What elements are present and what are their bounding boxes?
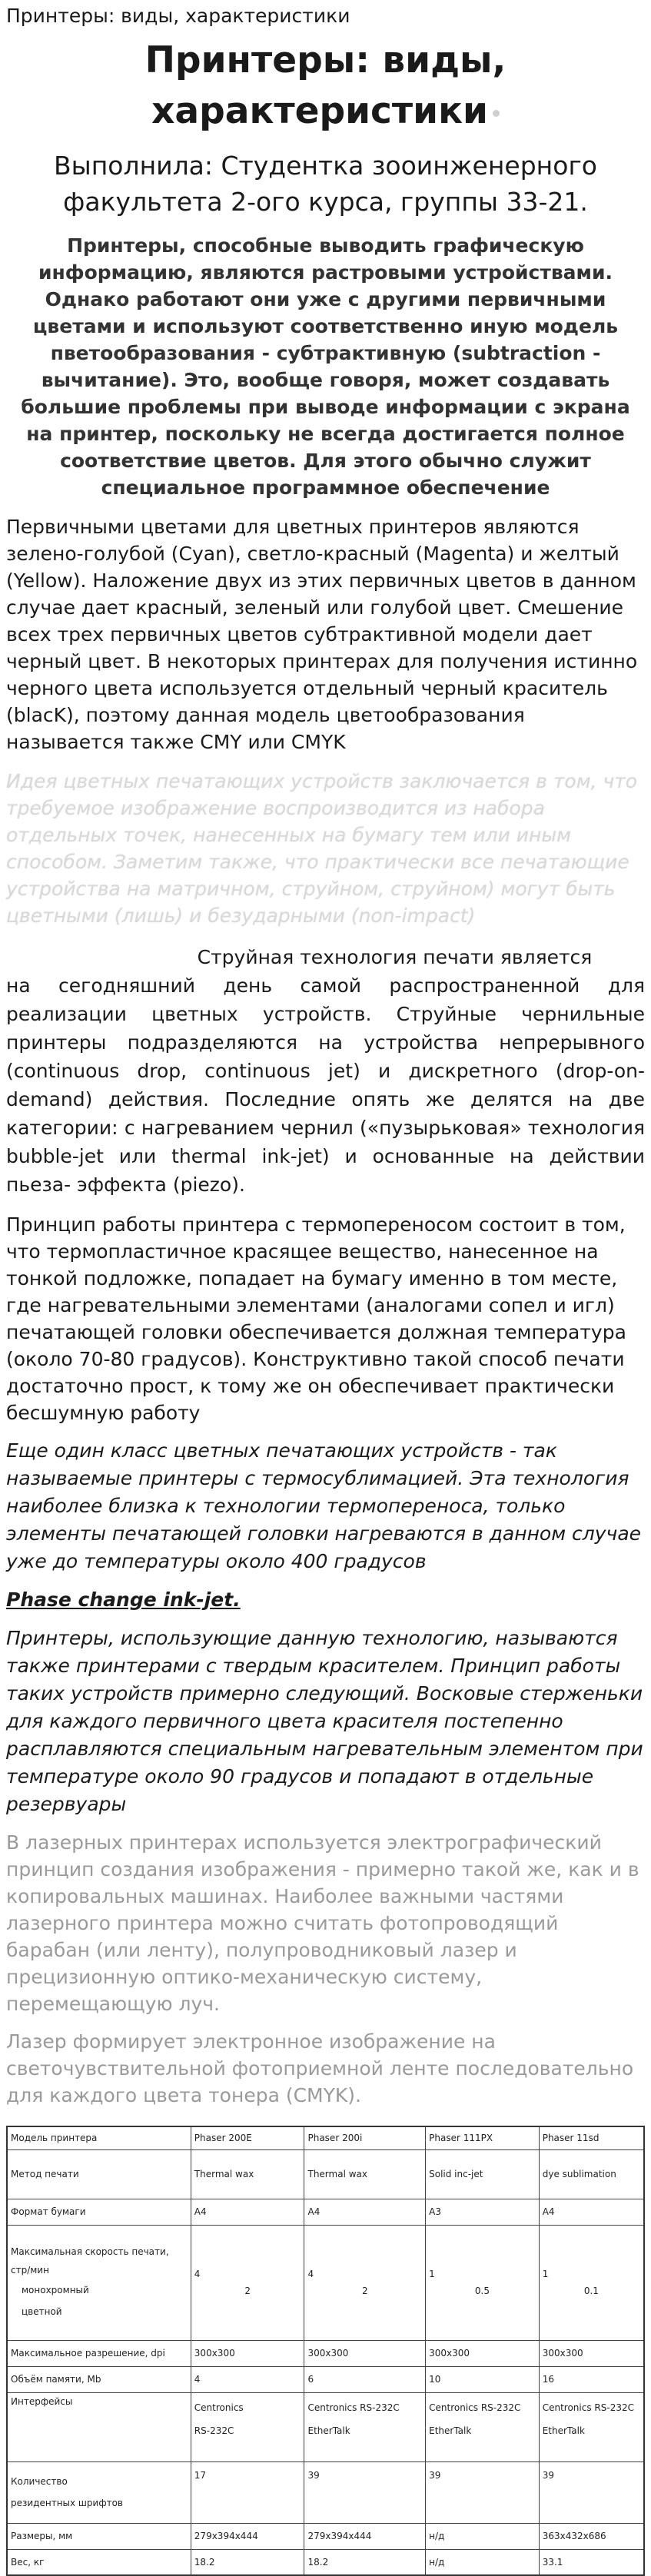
table-cell: Объём памяти, Mb xyxy=(7,2366,191,2392)
page-header-title: Принтеры: виды, характеристики xyxy=(6,5,350,27)
speed-color-label: цветной xyxy=(22,2306,62,2317)
table-cell: A3 xyxy=(426,2199,540,2225)
interface-line: Centronics RS-232C xyxy=(429,2402,521,2413)
table-cell: Размеры, мм xyxy=(7,2523,191,2549)
document-title-text: Принтеры: виды, характеристики xyxy=(144,39,507,132)
table-cell: 300x300 xyxy=(539,2340,644,2366)
table-cell: 18.2 xyxy=(191,2549,304,2575)
table-cell: 16 xyxy=(539,2366,644,2392)
table-cell xyxy=(7,2461,191,2523)
interface-line: EtherTalk xyxy=(429,2425,472,2436)
interface-line: RS-232C xyxy=(194,2425,234,2436)
table-row xyxy=(7,2199,644,2225)
table-cell: 363x432x686 xyxy=(539,2523,644,2549)
phase-change-paragraph: Принтеры, использующие данную технологию, называются также принтерами с твердым красителем. Принцип работы таких устройств примерно следующий. Восковые стерженьки для каждого первичного цвета красителя постепенно расплавляются специальным нагревательным элементом при температуре около 90 градусов и попадают в отдельные резервуары xyxy=(6,1627,643,1815)
table-cell: 300x300 xyxy=(426,2340,540,2366)
table-cell: dye sublimation xyxy=(539,2149,644,2199)
table-cell xyxy=(426,2392,540,2461)
table-row xyxy=(7,2126,644,2149)
table-row xyxy=(7,2225,644,2340)
table-cell: Модель принтера xyxy=(7,2126,191,2149)
inkjet-first-line-text: Струйная технология печати является xyxy=(197,946,593,968)
speed-color-value: 0.5 xyxy=(474,2286,490,2296)
author-line: Выполнила: Студентка зооинженерного факультета 2-ого курса, группы 33-21. xyxy=(54,151,597,217)
table-cell xyxy=(426,2225,540,2340)
table-row xyxy=(7,2549,644,2575)
interface-line: EtherTalk xyxy=(307,2425,350,2436)
table-cell: A4 xyxy=(191,2199,304,2225)
table-cell: Solid inc-jet xyxy=(426,2149,540,2199)
table-cell: Формат бумаги xyxy=(7,2199,191,2225)
table-cell: Phaser 200i xyxy=(304,2126,426,2149)
laser-paragraph-2: Лазер формирует электронное изображение на светочувствительной фотоприемной ленте последовательно для каждого цвета тонера (CMYK). xyxy=(6,2030,634,2106)
inkjet-body: на сегодняшний день самой распространенной для реализации цветных устройств. Струйные чернильные принтеры подразделяются на устройства непрерывного (continuous drop, continuous jet) и дискретного (drop-on-demand) действия. Последние опять же делятся на две категории: с нагреванием чернил («пузырьковая» технология bubble-jet или thermal ink-jet) и основанные на действии пьеза- эффекта (piezo). xyxy=(6,974,645,1196)
interface-line: Centronics xyxy=(194,2402,244,2413)
table-row xyxy=(7,2392,644,2461)
table-cell xyxy=(304,2392,426,2461)
table-cell: 4 xyxy=(191,2366,304,2392)
table-cell: 33.1 xyxy=(539,2549,644,2575)
speed-color-value: 2 xyxy=(244,2286,251,2296)
table-row xyxy=(7,2149,644,2199)
speed-mono-value: 4 xyxy=(307,2269,314,2279)
table-cell: н/д xyxy=(426,2549,540,2575)
table-cell xyxy=(539,2225,644,2340)
table-cell: Thermal wax xyxy=(191,2149,304,2199)
table-cell: Метод печати xyxy=(7,2149,191,2199)
table-row xyxy=(7,2523,644,2549)
table-cell xyxy=(539,2392,644,2461)
speed-mono-value: 1 xyxy=(542,2269,549,2279)
inkjet-first-line xyxy=(6,943,645,971)
table-cell: н/д xyxy=(426,2523,540,2549)
table-cell: 300x300 xyxy=(191,2340,304,2366)
document-title xyxy=(6,35,645,137)
speed-mono-label: монохромный xyxy=(22,2285,89,2295)
table-cell: A4 xyxy=(539,2199,644,2225)
table-row xyxy=(7,2340,644,2366)
intro-paragraph: Принтеры, способные выводить графическую информацию, являются растровыми устройствами. Однако работают они уже с другими первичными цветами и используют соответственно иную модель пветообразования - субтрактивную (subtraction - вычитание). Это, вообще говоря, может создавать большие проблемы при выводе информации с экрана на принтер, поскольку не всегда достигается полное соответствие цветов. Для этого обычно служит специальное программное обеспечение xyxy=(21,234,630,499)
table-row xyxy=(7,2366,644,2392)
table-cell: 39 xyxy=(426,2461,540,2523)
sublimation-paragraph: Еще один класс цветных печатающих устройств - так называемые принтеры с термосублимацией. Эта технология наиболее близка к технологии термопереноса, только элементы печатающей головки нагреваются в данном случае уже до температуры около 400 градусов xyxy=(6,1439,642,1572)
fonts-label-line: Количество xyxy=(11,2476,68,2487)
faded-paragraph: Идея цветных печатающих устройств заключается в том, что требуемое изображение воспроизводится из набора отдельных точек, нанесенных на бумагу тем или иным способом. Заметим также, что практически все печатающие устройства на матричном, струйном, струйном) могут быть цветными (лишь) и безударными (non-impact) xyxy=(6,770,638,927)
table-cell: Phaser 200E xyxy=(191,2126,304,2149)
table-cell: Thermal wax xyxy=(304,2149,426,2199)
table-cell: Интерфейсы xyxy=(7,2392,191,2461)
table-cell: Вес, кг xyxy=(7,2549,191,2575)
laser-paragraph-1: В лазерных принтерах используется электрографический принцип создания изображения - примерно такой же, как и в копировальных машинах. Наиболее важными частями лазерного принтера можно считать фотопроводящий барабан (или ленту), полупроводниковый лазер и прецизионную оптико-механическую систему, перемещающую луч. xyxy=(6,1831,639,2015)
table-cell: 39 xyxy=(539,2461,644,2523)
table-cell: 18.2 xyxy=(304,2549,426,2575)
table-cell: 17 xyxy=(191,2461,304,2523)
thermal-transfer-paragraph: Принцип работы принтера с термопереносом состоит в том, что термопластичное красящее вещество, нанесенное на тонкой подложке, попадает на бумагу именно в том месте, где нагревательными элементами (аналогами сопел и игл) печатающей головки обеспечивается должная температура (около 70-80 градусов). Конструктивно такой способ печати достаточно прост, к тому же он обеспечивает практически бесшумную работу xyxy=(6,1213,626,1424)
table-cell: 300x300 xyxy=(304,2340,426,2366)
table-row xyxy=(7,2461,644,2523)
table-cell: 6 xyxy=(304,2366,426,2392)
table-cell: A4 xyxy=(304,2199,426,2225)
table-cell xyxy=(304,2225,426,2340)
speed-label: Максимальная скорость печати, стр/мин xyxy=(11,2246,169,2276)
document xyxy=(0,5,651,2576)
speed-color-value: 0.1 xyxy=(583,2286,599,2296)
table-cell xyxy=(191,2392,304,2461)
table-cell: Максимальное разрешение, dpi xyxy=(7,2340,191,2366)
interface-line: Centronics RS-232C xyxy=(542,2402,634,2413)
bullet-dot-icon xyxy=(493,110,500,117)
speed-color-value: 2 xyxy=(361,2286,368,2296)
table-cell: Phaser 11sd xyxy=(539,2126,644,2149)
phase-change-heading: Phase change ink-jet. xyxy=(6,1588,241,1611)
table-cell xyxy=(7,2225,191,2340)
inkjet-paragraph xyxy=(6,943,645,1199)
fonts-label-line: резидентных шрифтов xyxy=(11,2498,123,2508)
table-cell: 10 xyxy=(426,2366,540,2392)
table-cell: Phaser 111PX xyxy=(426,2126,540,2149)
speed-mono-value: 4 xyxy=(194,2269,201,2279)
table-cell: 39 xyxy=(304,2461,426,2523)
table-cell xyxy=(191,2225,304,2340)
printer-spec-table xyxy=(6,2126,645,2576)
interface-line: EtherTalk xyxy=(542,2425,585,2436)
table-cell: 279x394x444 xyxy=(191,2523,304,2549)
table-cell: 279x394x444 xyxy=(304,2523,426,2549)
primary-colors-paragraph: Первичными цветами для цветных принтеров являются зелено-голубой (Cyan), светло-красный (Magenta) и желтый (Yellow). Наложение двух из этих первичных цветов в данном случае дает красный, зеленый или голубой цвет. Смешение всех трех первичных цветов субтрактивной модели дает черный цвет. В некоторых принтерах для получения истинно черного цвета используется отдельный черный краситель (blacK), поэтому данная модель цветообразования называется также CMY или CMYK xyxy=(6,516,638,753)
interface-line: Centronics RS-232C xyxy=(307,2402,400,2413)
speed-mono-value: 1 xyxy=(429,2269,435,2279)
